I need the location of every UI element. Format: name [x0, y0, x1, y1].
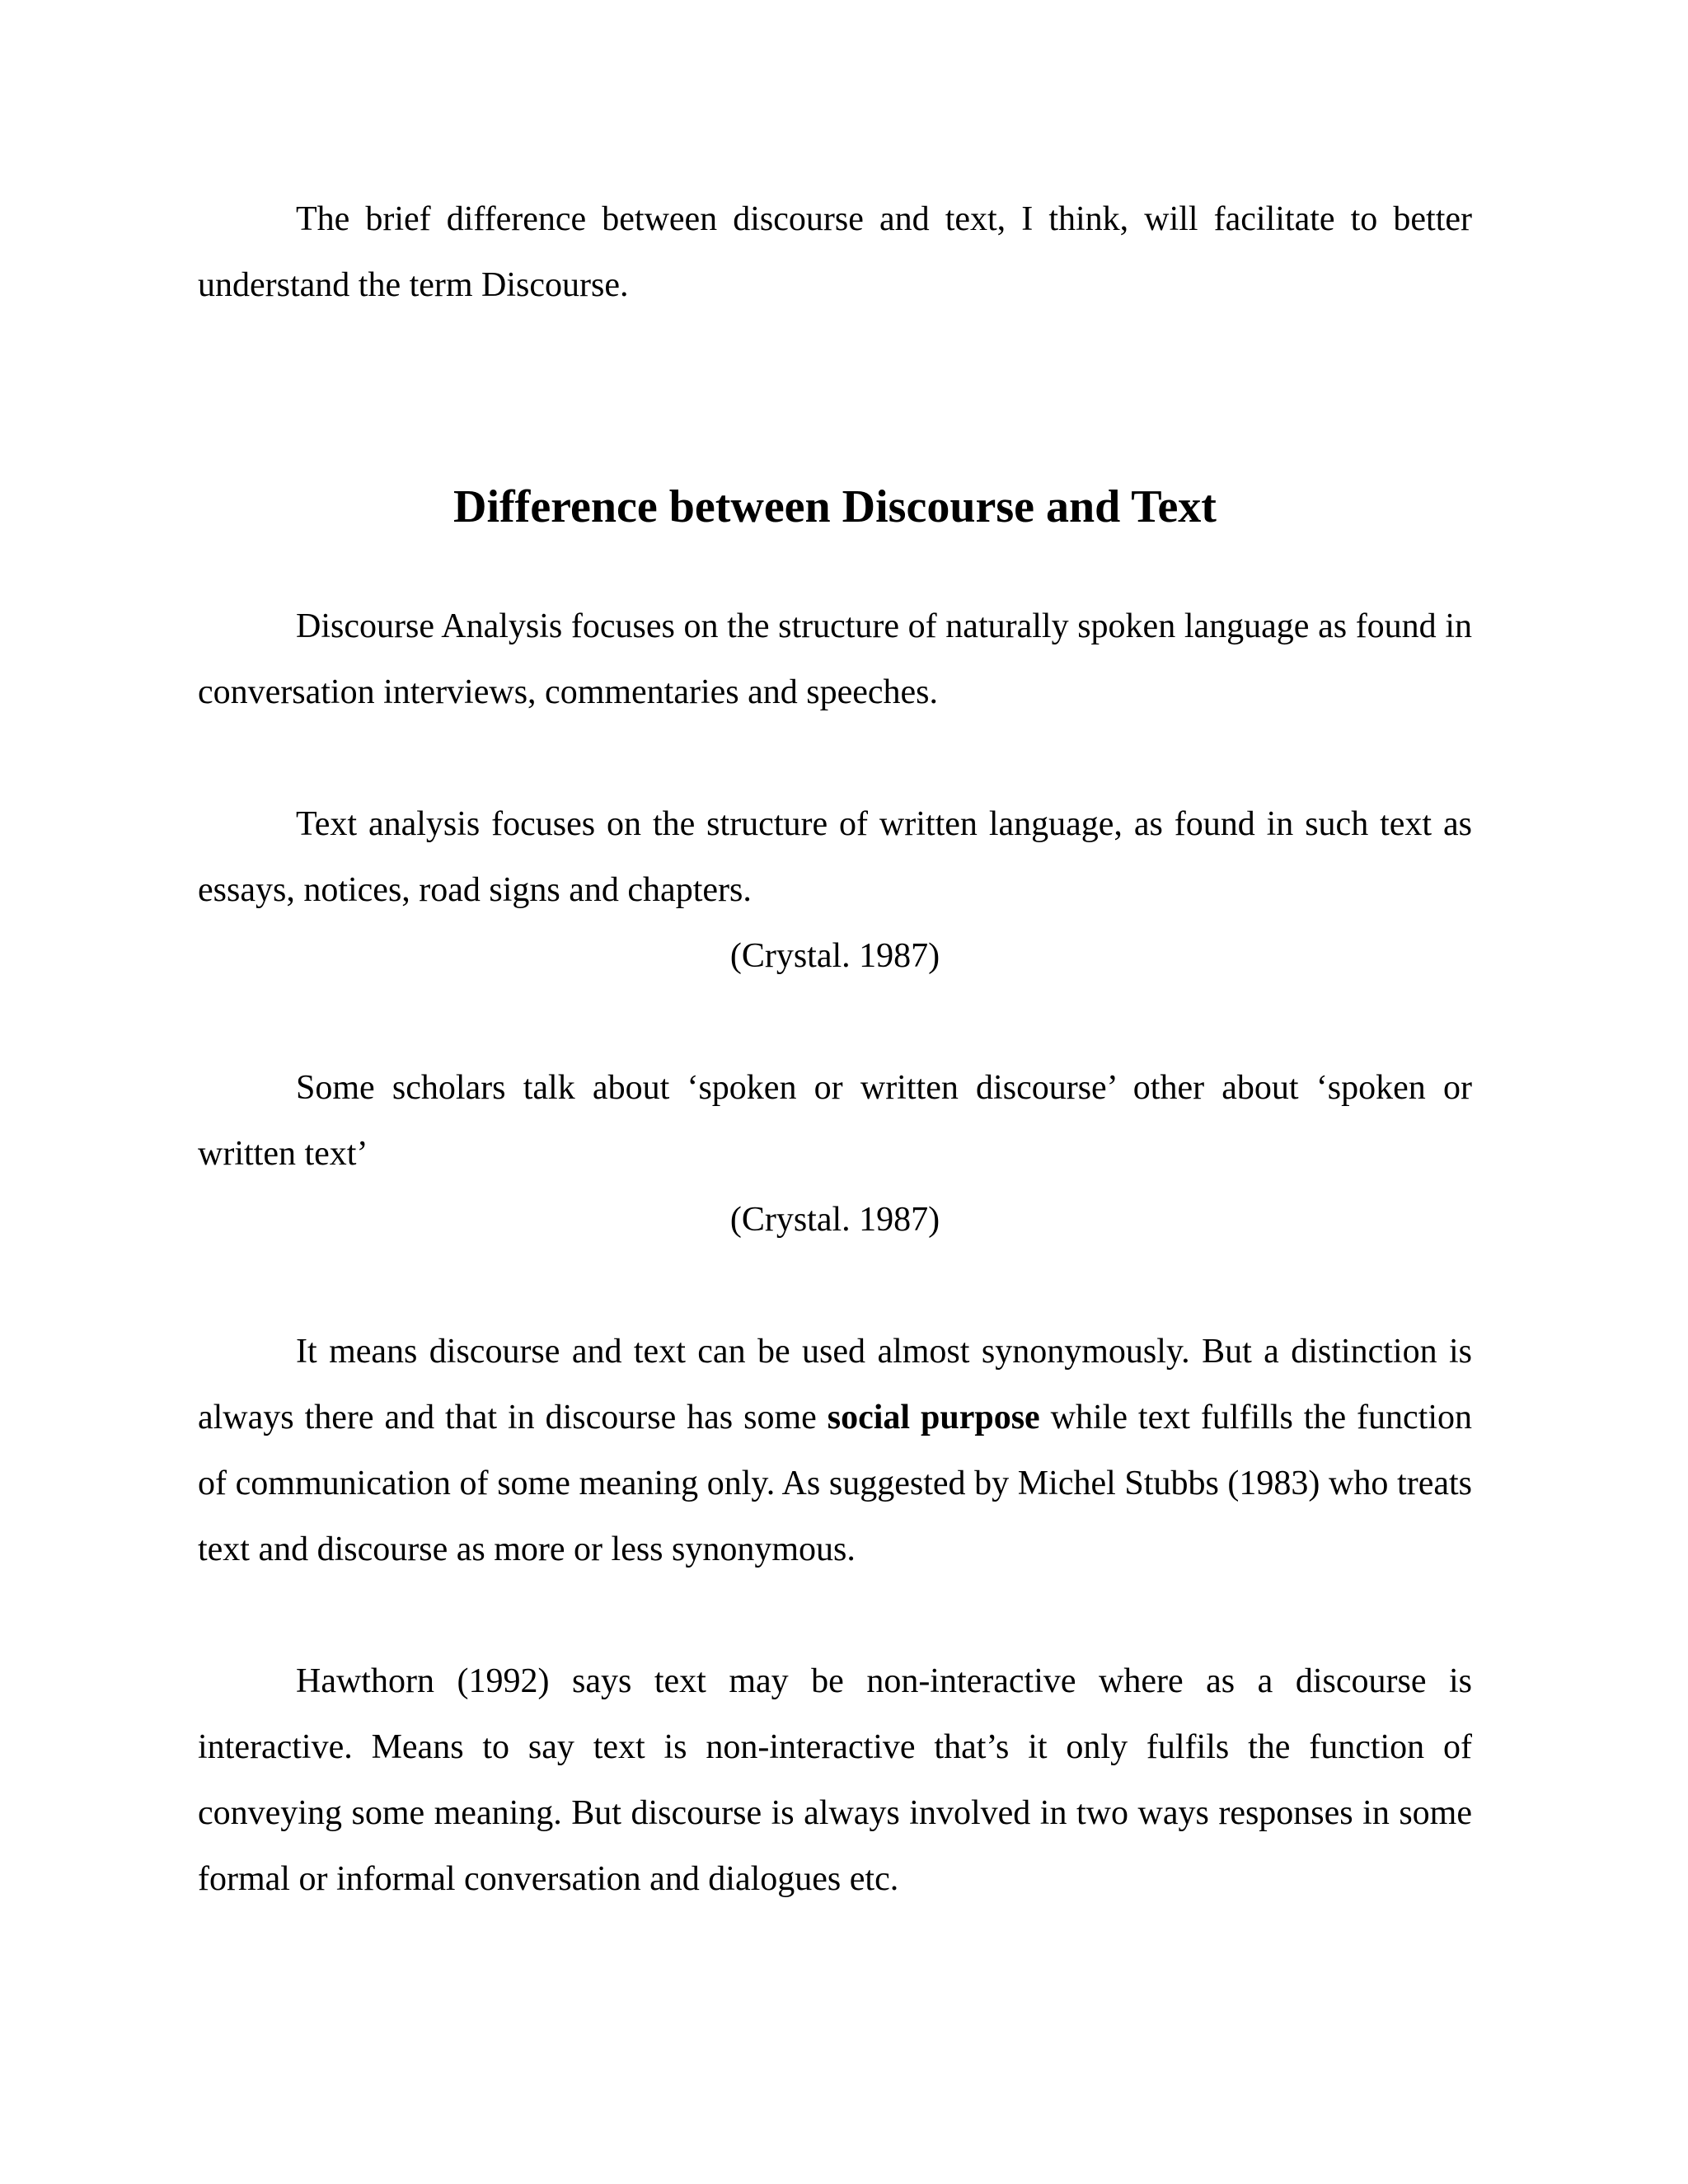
text-analysis-paragraph: Text analysis focuses on the structure of written language, as found in such text as essays, notices, road signs and chapters. [198, 805, 1472, 909]
document-page [198, 0, 1472, 2184]
hawthorn-paragraph: Hawthorn (1992) says text may be non-interactive where as a discourse is interactive. Means to say text is non-interactive that’s it only fulfils the function of conveying some meaning. But discourse is always involved in two ways responses in some formal or informal conversation and dialogues etc. [198, 1662, 1472, 1898]
discourse-analysis-paragraph: Discourse Analysis focuses on the structure of naturally spoken language as found in conversation interviews, commentaries and speeches. [198, 607, 1472, 711]
citation-crystal-1: (Crystal. 1987) [729, 937, 940, 975]
citation-crystal-2: (Crystal. 1987) [729, 1201, 940, 1239]
section-heading: Difference between Discourse and Text [453, 481, 1217, 532]
social-purpose-bold-text: social purpose [827, 1399, 1040, 1436]
scholars-paragraph: Some scholars talk about ‘spoken or written discourse’ other about ‘spoken or written text’ [198, 1069, 1472, 1173]
synonymous-paragraph [198, 1319, 1472, 1582]
synonymous-text-before: It means discourse and text can be used almost synonymously. But a distinction is always there and that in discourse has some [198, 1333, 1472, 1436]
intro-paragraph: The brief difference between discourse and text, I think, will facilitate to better understand the term Discourse. [198, 200, 1472, 304]
synonymous-text-after: while text fulfills the function of communication of some meaning only. As suggested by Michel Stubbs (1983) who treats text and discourse as more or less synonymous. [198, 1399, 1473, 1568]
